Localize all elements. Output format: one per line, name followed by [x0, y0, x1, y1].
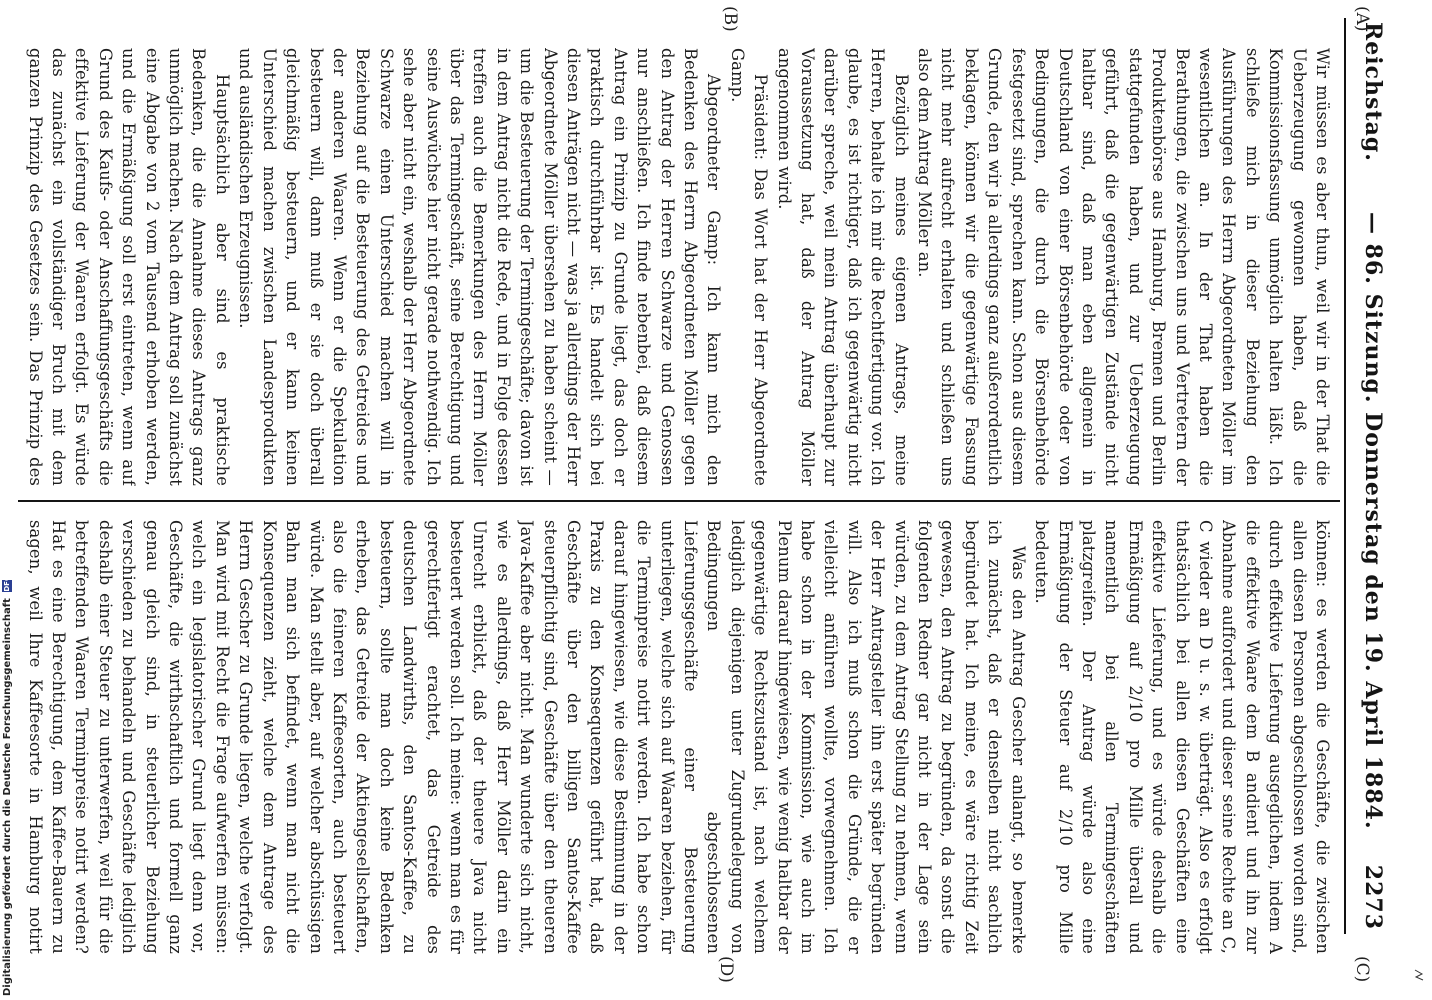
right-column	[22, 520, 1334, 954]
paragraph: Was den Antrag Gescher anlangt, so bemerke ich zunächst, daß er denselben nicht sachlich begründet hat. Ich meine, es wäre richtig Zeit gewesen, den Antrag zu begründen, da sonst die folgenden Redner gar nicht in der Lage sein würden, zu dem Antrag Stellung zu nehmen, wenn der Herr Antragsteller ihn erst später begründen will. Also ich muß schon die Gründe, die er vielleicht anführen wollte, vorwegnehmen. Ich habe schon in der Kommission, wie auch im Plenum darauf hingewiesen, wie wenig haltbar der gegenwärtige Rechtszustand ist, nach welchem lediglich diejenigen unter Zugrundelegung von Bedingungen abgeschlossenen Lieferungsgeschäfte einer Besteuerung unterliegen, welche sich auf Waaren beziehen, für die Terminpreise notirt werden. Ich habe schon darauf hingewiesen, wie diese Bestimmung in der Praxis zu den Konsequenzen geführt hat, daß Geschäfte über den billigen Santos-Kaffee steuerpflichtig sind, Geschäfte über den theueren Java-Kaffee aber nicht. Man wunderte sich nicht, wie es allerdings, daß Herr Möller darin ein Unrecht erblickt, daß der theuere Java nicht besteuert werden soll. Ich meine: wenn man es für gerechtfertigt erachtet, das Getreide des deutschen Landwirths, den Santos-Kaffee, zu besteuern, sollte man doch keine Bedenken erheben, das Getreide der Aktiengesellschaften, also die feineren Kaffeesorten, auch besteuert würde. Man stellt aber, auf welcher abschüssigen Bahn man sich befindet, wenn man nicht die Konsequenzen zieht, welche dem Antrage des Herrn Gescher zu Grunde liegen, welche verfolgt. Man wird mit Recht die Frage aufwerfen müssen: welch ein legislatorischer Grund liegt denn vor, Geschäfte, die wirthschaftlich und formell ganz genau gleich sind, in steuerlicher Beziehung verschieden zu behandeln und Geschäfte lediglich deshalb einer Steuer zu unterwerfen, weil für die betreffenden Waaren Terminpreise notirt werden? Hat es eine Berechtigung, dem Kaffee-Bauern zu sagen, weil Ihre Kaffeesorte in Hamburg notirt	[25, 520, 1028, 954]
page-number: 2273	[1360, 864, 1386, 930]
header-rule	[1344, 18, 1346, 934]
paragraph: können: es werden die Geschäfte, die zwischen allen diesen Personen abgeschlossen worden sind, durch effektive Lieferung ausgeglichen, indem A die effektive Waare dem B andient und ihn zur Abnahme auffordert und dieser seine Rechte an C, C wieder an D u. s. w. überträgt. Also es erfolgt thatsächlich bei allen diesen Geschäften eine effektive Lieferung, und es würde deshalb die Ermäßigung auf 2/10 pro Mille überall und namentlich bei allen Termingeschäften platzgreifen. Der Antrag würde also eine Ermäßigung der Steuer auf 2/10 pro Mille bedeuten.	[1032, 520, 1332, 954]
watermark-text: Digitalisierung gefördert durch die Deutsche Forschungsgemeinschaft	[2, 598, 13, 996]
paragraph: Bezüglich meines eigenen Antrags, meine Herren, behalte ich mir die Rechtfertigung vor. Ich glaube, es ist richtiger, daß ich gegenwärtig nicht darüber spreche, weil mein Antrag überhaupt zur Voraussetzung hat, daß der Antrag Möller angenommen wird.	[774, 48, 911, 486]
paragraph: Präsident: Das Wort hat der Herr Abgeordnete Gamp.	[727, 48, 771, 486]
dfg-logo-icon: DFG	[3, 575, 11, 592]
left-column	[22, 48, 1334, 486]
header-left-title: Reichstag.	[1360, 22, 1386, 162]
margin-marker-d: (D)	[716, 956, 736, 983]
margin-marker-b: (B)	[720, 6, 740, 32]
column-divider	[18, 500, 1340, 502]
scan-mark-icon	[1414, 968, 1424, 982]
margin-marker-c: (C)	[1352, 956, 1372, 983]
page-header	[1356, 22, 1386, 930]
margin-marker-a: (A)	[1352, 6, 1372, 32]
paragraph: Hauptsächlich aber sind es praktische Bedenken, die die Annahme dieses Antrags ganz unmöglich machen. Nach dem Antrag soll zunächst eine Abgabe von 2 vom Tausend erhoben werden, und die Ermäßigung soll erst eintreten, wenn auf Grund des Kaufs- oder Anschaffungsgeschäfts die effektive Lieferung der Waaren erfolgt. Es würde das zunächst ein vollständiger Bruch mit dem ganzen Prinzip des Gesetzes sein. Das Prinzip des	[25, 48, 232, 486]
paragraph: Abgeordneter Gamp: Ich kann mich den Bedenken des Herrn Abgeordneten Möller gegen den Antrag der Herren Schwarze und Genossen nur anschließen. Ich finde nebenbei, daß diesem Antrag ein Prinzip zu Grunde liegt, das doch er praktisch durchführbar ist. Es handelt sich bei diesen Anträgen nicht — was ja allerdings der Herr Abgeordnete Möller übersehen zu haben scheint — um die Besteuerung der Termingeschäfte; davon ist in dem Antrag nicht die Rede, und in Folge dessen treffen auch die Bemerkungen des Herrn Möller über das Termingeschäft, seine Berechtigung und seine Auswüchse hier nicht gerade nothwendig. Ich sehe aber nicht ein, weshalb der Herr Abgeordnete Schwarze einen Unterschied machen will in Beziehung auf die Besteuerung des Getreides und der anderen Waaren. Wenn er die Spekulation besteuern will, dann muß er sie doch überall gleichmäßig besteuern, und er kann keinen Unterschied machen zwischen Landesprodukten und ausländischen Erzeugnissen.	[236, 48, 724, 486]
digitization-watermark	[2, 396, 16, 996]
paragraph: Wir müssen es aber thun, weil wir in der That die Ueberzeugung gewonnen haben, daß die Kommissionsfassung unmöglich halten läßt. Ich schließe mich in dieser Beziehung den Ausführungen des Herrn Abgeordneten Möller im wesentlichen an. In der That haben die Berathungen, die zwischen uns und Vertretern der Produktenbörse aus Hamburg, Bremen und Berlin stattgefunden haben, und zur Ueberzeugung geführt, daß die gegenwärtigen Zustände nicht haltbar sind, daß man eben allgemein in Deutschland von einer Börsenbehörde oder von Bedingungen, die durch die Börsenbehörde festgesetzt sind, sprechen kann. Schon aus diesem Grunde, den wir ja allerdings ganz außerordentlich beklagen, können wir die gegenwärtige Fassung nicht mehr aufrecht erhalten und schließen uns also dem Antrag Möller an.	[915, 48, 1332, 486]
header-session-date: — 86. Sitzung. Donnerstag den 19. April 1884.	[1360, 212, 1386, 830]
